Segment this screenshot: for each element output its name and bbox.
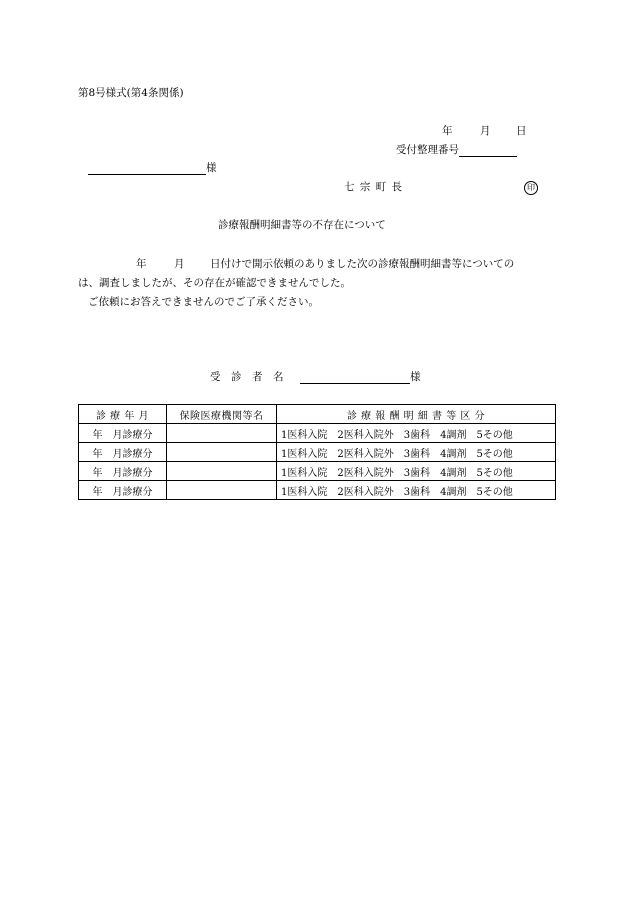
receipt-number-label: 受付整理番号 bbox=[396, 144, 459, 156]
body-line3: ご依頼にお答えできませんのでご了承ください。 bbox=[88, 296, 319, 308]
institution-name-cell[interactable] bbox=[167, 443, 277, 462]
patient-row bbox=[300, 370, 421, 384]
records-table bbox=[78, 404, 556, 500]
body-year-label: 年 bbox=[136, 258, 147, 270]
institution-name-cell[interactable] bbox=[167, 462, 277, 481]
institution-name-cell[interactable] bbox=[167, 481, 277, 500]
receipt-number-row bbox=[396, 143, 517, 157]
date-day-label: 日 bbox=[516, 125, 527, 137]
sender-name: 七 宗 町 長 bbox=[344, 181, 404, 193]
seal-mark bbox=[524, 180, 538, 195]
table-row bbox=[79, 462, 556, 481]
addressee-row bbox=[88, 161, 217, 175]
date-year-label: 年 bbox=[442, 125, 453, 137]
treatment-month-cell[interactable]: 年 月診療分 bbox=[79, 424, 167, 443]
table-row bbox=[79, 443, 556, 462]
table-row bbox=[79, 481, 556, 500]
form-number: 第8号様式(第4条関係) bbox=[78, 87, 184, 99]
date-month-label: 月 bbox=[480, 125, 491, 137]
body-month-label: 月 bbox=[174, 258, 185, 270]
table-row bbox=[79, 424, 556, 443]
patient-suffix: 様 bbox=[410, 371, 421, 383]
receipt-number-field[interactable] bbox=[459, 144, 517, 157]
treatment-month-cell[interactable]: 年 月診療分 bbox=[79, 481, 167, 500]
statement-category-cell[interactable]: 1医科入院 2医科入院外 3歯科 4調剤 5その他 bbox=[277, 443, 556, 462]
seal-icon: 印 bbox=[524, 181, 538, 195]
statement-category-cell[interactable]: 1医科入院 2医科入院外 3歯科 4調剤 5その他 bbox=[277, 462, 556, 481]
header-statement-category: 診 療 報 酬 明 細 書 等 区 分 bbox=[277, 405, 556, 424]
statement-category-cell[interactable]: 1医科入院 2医科入院外 3歯科 4調剤 5その他 bbox=[277, 424, 556, 443]
treatment-month-cell[interactable]: 年 月診療分 bbox=[79, 443, 167, 462]
institution-name-cell[interactable] bbox=[167, 424, 277, 443]
body-line1: 日付けで開示依頼のありました次の診療報酬明細書等についての bbox=[210, 258, 515, 270]
header-institution-name: 保険医療機関等名 bbox=[167, 405, 277, 424]
body-line2: は、調査しましたが、その存在が確認できませんでした。 bbox=[78, 277, 351, 289]
document-title: 診療報酬明細書等の不存在について bbox=[218, 219, 386, 231]
patient-label: 受 診 者 名 bbox=[210, 371, 284, 383]
table-header-row bbox=[79, 405, 556, 424]
addressee-suffix: 様 bbox=[206, 162, 217, 174]
header-treatment-month: 診 療 年 月 bbox=[79, 405, 167, 424]
treatment-month-cell[interactable]: 年 月診療分 bbox=[79, 462, 167, 481]
statement-category-cell[interactable]: 1医科入院 2医科入院外 3歯科 4調剤 5その他 bbox=[277, 481, 556, 500]
patient-name-field[interactable] bbox=[300, 371, 410, 384]
addressee-field[interactable] bbox=[88, 162, 206, 175]
